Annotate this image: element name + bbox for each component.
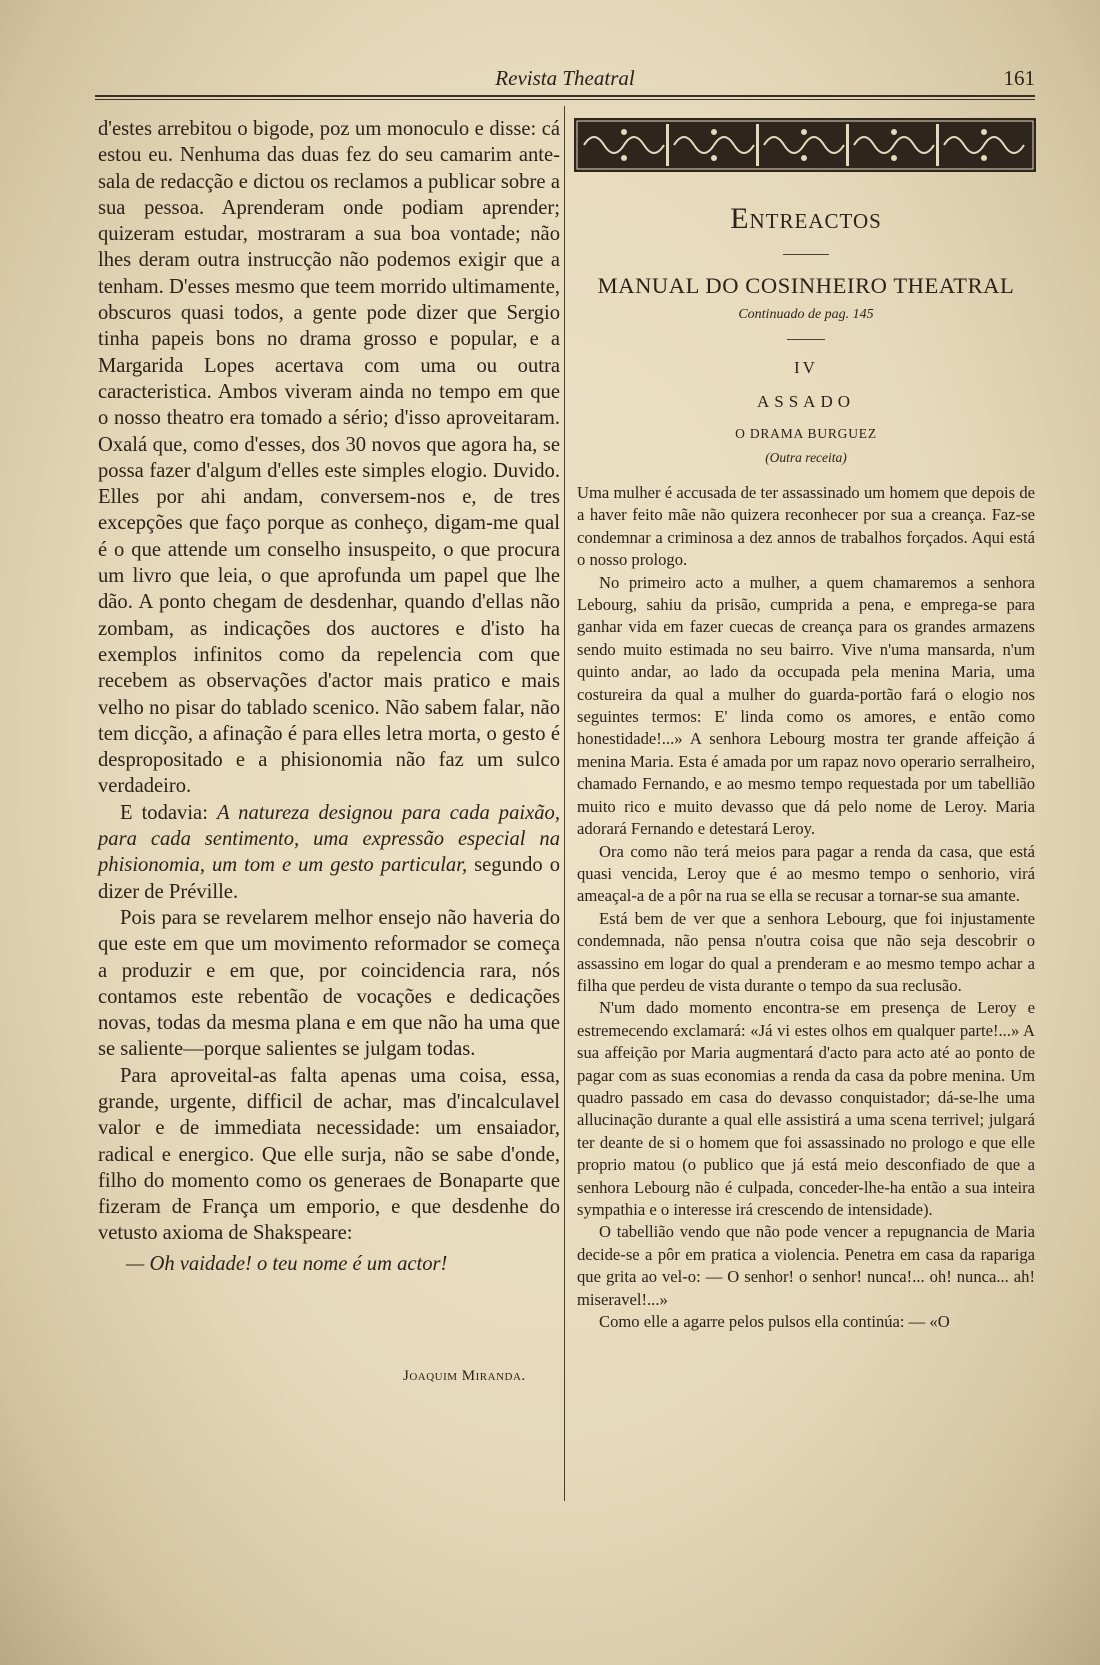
recipe-note: (Outra receita) [765, 450, 847, 465]
right-column [577, 182, 1035, 1333]
continuation-note: Continuado de pag. 145 [738, 307, 874, 322]
paragraph: Pois para se revelarem melhor ensejo não haveria do que este em que um movimento reformador se começa a produzir e em que, por coincidencia rara, nós contamos este rebentão de vocações e dedicações novas, todas da mesma plana e em que não ha uma que se saliente—porque salientes se julgam todas. [98, 906, 560, 1061]
header-rule [95, 95, 1035, 97]
paragraph: Uma mulher é accusada de ter assassinado um homem que depois de a haver feito mãe não quizera reconhecer por sua a creança. Faz-se condemnar a criminosa a dez annos de trabalhos forçados. Aqui está o nosso prologo. [577, 483, 1035, 570]
title-rule [783, 254, 829, 255]
paragraph: O tabellião vendo que não pode vencer a repugnancia de Maria decide-se a pôr em pratica a violencia. Penetra em casa da rapariga que grita ao vel-o: — O senhor! o senhor! nunca!... oh! nunca... ah! miseravel!...» [577, 1222, 1035, 1309]
journal-title: Revista Theatral [495, 66, 635, 90]
paragraph: No primeiro acto a mulher, a quem chamaremos a senhora Lebourg, sahiu da prisão, cumprida a pena, e emprega-se para ganhar vida em fazer cuecas de creança para os grandes armazens sendo muito estimada no seu bairro. Vive n'uma mansarda, n'um quinto andar, ao lado da occupada pela menina Maria, uma costureira da qual a mulher do guarda-portão fará o elogio nos seguintes termos: E' linda como os amores, e então como honestidade!...» A senhora Lebourg mostra ter grande affeição á menina Maria. Esta é amada por um rapaz novo operario serralheiro, chamado Fernando, e ao mesmo tempo requestada por um tabellião muito rico e muito devasso que dá pelo nome de Leroy. Maria adorará Fernando e detestará Leroy. [577, 572, 1035, 839]
quote-italic: A natureza designou para cada paixão, para cada sentimento, uma expressão especial na phisionomia, um tom e um gesto particular, [98, 801, 560, 877]
article-body [577, 482, 1035, 1333]
paragraph [98, 800, 560, 905]
paragraph: Ora como não terá meios para pagar a renda da casa, que está quasi vencida, Leroy que é ao mesmo tempo o senhorio, virá ameaçal-a de a pôr na rua se ella se recusar a tornar-se sua amante. [577, 841, 1035, 906]
article-title: MANUAL DO COSINHEIRO THEATRAL [597, 273, 1015, 298]
page-header [95, 66, 1035, 94]
subheading: O DRAMA BURGUEZ [735, 426, 877, 441]
paragraph: Como elle a agarre pelos pulsos ella continúa: — «O [599, 1312, 950, 1332]
quote-attribution: segundo o dizer de Préville. [98, 854, 560, 903]
left-column [98, 116, 560, 1277]
paragraph: Está bem de ver que a senhora Lebourg, que foi injustamente condemnada, não pensa n'outra coisa que não seja descobrir o assassino em logar do qual a prenderam e ao mesmo tempo achar a filha que perdeu de vista durante o tempo da sua reclusão. [577, 908, 1035, 995]
header-rule-thin [95, 99, 1035, 100]
author-signature: Joaquim Miranda. [403, 1368, 526, 1384]
paragraph: N'um dado momento encontra-se em presença de Leroy e estremecendo exclamará: «Já vi estes olhos em qualquer parte!...» A sua affeição por Maria augmentará d'acto para acto até ao ponto de pagar com as suas economias a renda da casa da pobre menina. Um quadro passado em casa do devasso conquistador; dá-se-lhe uma allucinação durante a qual elle assistirá a uma scena terrivel; julgará ter deante de si o homem que foi assassinado no prologo e que elle proprio matou (o publico que já está meio desconfiado de que a senhora Lebourg não é culpada, conceder-lhe-ha então a sua inteira sympathia e o interesse irá crescendo de intensidade). [577, 998, 1035, 1219]
subtitle-rule [787, 339, 825, 340]
closing-quote: — Oh vaidade! o teu nome é um actor! [126, 1252, 448, 1275]
column-divider [564, 106, 565, 1501]
chapter-number: IV [794, 358, 818, 377]
section-title: Entreactos [730, 202, 882, 235]
paragraph-lead: E todavia: [120, 801, 217, 824]
dish-heading: ASSADO [756, 392, 856, 411]
paragraph: Para aproveital-as falta apenas uma coisa, essa, grande, urgente, difficil de achar, mas d'incalculavel valor e de immediata necessidade: um ensaiador, radical e energico. Que elle surja, não se sabe d'onde, filho do momento como os generaes de Bonaparte que fizeram de França um emporio, e que desdenhe do vetusto axioma de Shakspeare: [98, 1064, 560, 1245]
ornamental-banner [574, 118, 1036, 172]
paragraph: d'estes arrebitou o bigode, poz um monoculo e disse: cá estou eu. Nenhuma das duas fez do seu camarim ante-sala de redacção e dictou os reclamos a publicar sobre a sua pessoa. Aprenderam onde podiam aprender; quizeram estudar, mostraram a sua boa vontade; não lhes deram outra instrucção não podemos exigir que a tenham. D'esses mesmo que teem morrido ultimamente, obscuros quasi todos, a gente pode dizer que Sergio tinha papeis bons no drama grosso e popular, e a Margarida Lopes acertava com uma ou outra caracteristica. Ambos viveram ainda no tempo em que o nosso theatro era tomado a sério; d'isso aproveitaram. Oxalá que, como d'esses, dos 30 novos que agora ha, se possa fazer d'algum d'elles este simples elogio. Duvido. Elles por ahi andam, conversem-nos e, de tres excepções que faço porque as conheço, digam-me qual é o que attende um conselho insuspeito, o que procura um livro que leia, o que aprofunda um papel que lhe dão. A ponto chegam de desdenhar, quando d'ellas não zombam, as indicações dos auctores e d'isto ha exemplos infinitos como da repelencia com que recebem as observações d'actor mais pratico e mais velho no pisar do tablado scenico. Não sabem falar, não tem dicção, a afinação é para elles letra morta, o gesto é despropositado e a phisionomia não faz um sulco verdadeiro. [98, 118, 560, 798]
page-number: 161 [1003, 66, 1035, 90]
